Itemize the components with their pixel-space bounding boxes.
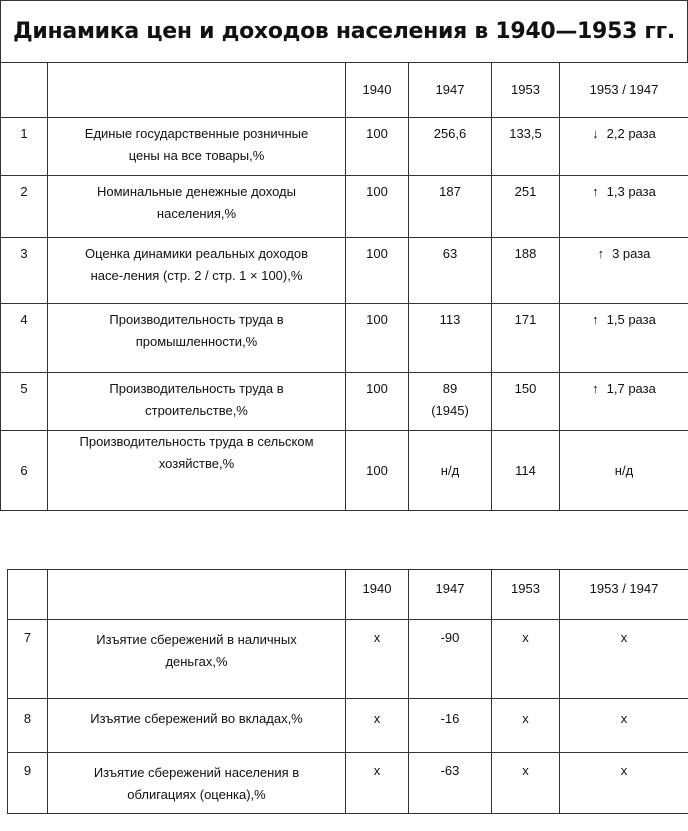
prices-income-table: [0, 62, 688, 511]
row-number: [1, 176, 48, 238]
row-label-text: Изъятие сбережений населения в облигациях (оценка),%: [93, 765, 300, 802]
value-1947-text: 256,6: [433, 126, 467, 141]
row-number: [1, 238, 48, 304]
value-1953: [492, 620, 560, 699]
row-number-text: 5: [20, 381, 28, 396]
row-label-text: Номинальные денежные доходы населения,%: [97, 184, 296, 221]
value-ratio: [560, 620, 688, 699]
value-1940-text: 100: [366, 312, 388, 327]
value-1940-text: х: [373, 763, 381, 778]
row-label: [48, 620, 346, 699]
header-1947-text: 1947: [435, 82, 465, 97]
value-1953: [492, 304, 560, 373]
value-1953-text: 133,5: [509, 126, 542, 141]
value-1940: [346, 304, 409, 373]
table-row: [8, 620, 688, 699]
row-label-text: Производительность труда в сельском хозяйстве,%: [79, 434, 314, 471]
ratio-text: 1,5 раза: [606, 312, 656, 327]
row-label: [48, 118, 346, 176]
value-1947-text: 89: [442, 381, 458, 396]
header-1940-text: 1940: [362, 581, 392, 596]
value-1940: [346, 431, 409, 511]
header-1940: [346, 63, 409, 118]
value-1947: [409, 118, 492, 176]
value-1947-text: н/д: [440, 463, 460, 478]
row-number: [1, 431, 48, 511]
table-title: Динамика цен и доходов населения в 1940—1953 гг.: [0, 0, 688, 62]
header-ratio: [560, 570, 688, 620]
value-1940: [346, 118, 409, 176]
value-1947-text: -63: [440, 763, 460, 778]
row-number-text: 4: [20, 312, 28, 327]
header-row: [1, 63, 688, 118]
header-ratio-text: 1953 / 1947: [589, 82, 659, 97]
table-row: [1, 431, 688, 511]
header-1953: [492, 63, 560, 118]
header-1947: [409, 63, 492, 118]
ratio-text: 1,7 раза: [606, 381, 656, 396]
value-1953-text: 114: [515, 463, 536, 478]
row-label: [48, 304, 346, 373]
value-1947-text: -16: [440, 711, 460, 726]
row-number: [8, 620, 48, 699]
value-1953-text: х: [522, 630, 529, 645]
row-label-text: Изъятие сбережений в наличных деньгах,%: [96, 632, 297, 669]
value-1947: [409, 373, 492, 431]
value-1940: [346, 373, 409, 431]
header-num: [1, 63, 48, 118]
value-1953-text: 171: [514, 312, 537, 327]
value-1953: [492, 431, 560, 511]
table-row: [1, 118, 688, 176]
value-1953-text: х: [522, 711, 529, 726]
row-number: [1, 304, 48, 373]
value-1940: [346, 620, 409, 699]
value-ratio-text: х: [620, 630, 628, 645]
header-1940: [346, 570, 409, 620]
value-1947-text: 187: [439, 184, 461, 199]
header-1953-text: 1953: [511, 82, 540, 97]
table-row: [1, 373, 688, 431]
value-1947: [409, 238, 492, 304]
value-ratio: [560, 431, 688, 511]
value-1940: [346, 238, 409, 304]
value-1940-text: х: [373, 630, 381, 645]
value-1953-text: 150: [514, 381, 537, 396]
value-1953: [492, 176, 560, 238]
header-1947: [409, 570, 492, 620]
value-1953: [492, 699, 560, 753]
row-label-text: Оценка динамики реальных доходов насе-ления (стр. 2 / стр. 1 × 100),%: [84, 246, 309, 283]
header-label: [48, 570, 346, 620]
row-number-text: 7: [23, 630, 32, 645]
value-1940-text: 100: [366, 126, 388, 141]
row-label-text: Производительность труда в промышленности,%: [109, 312, 284, 349]
row-label: [48, 176, 346, 238]
ratio-text: н/д: [614, 463, 634, 478]
ratio-text: 2,2 раза: [606, 126, 656, 141]
table-row: [1, 304, 688, 373]
value-1947-text: -90: [440, 630, 460, 645]
value-1940: [346, 753, 409, 814]
row-label-text: Изъятие сбережений во вкладах,%: [90, 711, 303, 726]
row-number-text: 2: [20, 184, 28, 199]
value-ratio: [560, 699, 688, 753]
header-1947-text: 1947: [435, 581, 465, 596]
arrow-up-icon: ↑: [597, 246, 605, 261]
value-ratio: [560, 238, 688, 304]
value-1953: [492, 238, 560, 304]
value-1953-text: 188: [514, 246, 537, 261]
row-label: [48, 373, 346, 431]
row-label: [48, 431, 346, 511]
table-row: [8, 699, 688, 753]
value-1940-text: 100: [366, 246, 388, 261]
header-row: [8, 570, 688, 620]
value-1947-note: (1945): [431, 403, 469, 418]
value-1953: [492, 753, 560, 814]
value-ratio: [560, 118, 688, 176]
value-ratio: [560, 304, 688, 373]
header-num: [8, 570, 48, 620]
value-ratio: [560, 373, 688, 431]
table-row: [8, 753, 688, 814]
row-number-text: 6: [20, 463, 28, 478]
arrow-down-icon: ↓: [592, 126, 599, 141]
value-1947: [409, 699, 492, 753]
ratio-text: 3 раза: [612, 246, 651, 261]
value-1940-text: 100: [366, 381, 388, 396]
value-1953-text: х: [522, 763, 529, 778]
table-row: [1, 176, 688, 238]
value-ratio-text: х: [620, 763, 628, 778]
row-number-text: 1: [20, 126, 28, 141]
value-ratio: [560, 753, 688, 814]
value-1947: [409, 304, 492, 373]
value-1947: [409, 620, 492, 699]
row-number-text: 8: [23, 711, 32, 726]
arrow-up-icon: ↑: [592, 184, 599, 199]
value-ratio-text: х: [620, 711, 628, 726]
header-1953-text: 1953: [511, 581, 540, 596]
arrow-up-icon: ↑: [592, 381, 599, 396]
row-label: [48, 753, 346, 814]
value-1947: [409, 176, 492, 238]
value-1947: [409, 753, 492, 814]
value-1947-text: 63: [442, 246, 458, 261]
row-label-text: Единые государственные розничные цены на все товары,%: [84, 126, 309, 163]
arrow-up-icon: ↑: [592, 312, 599, 327]
value-1940: [346, 699, 409, 753]
row-number: [1, 118, 48, 176]
row-number: [8, 753, 48, 814]
value-1953: [492, 373, 560, 431]
row-label-text: Производительность труда в строительстве,%: [109, 381, 284, 418]
row-number-text: 3: [20, 246, 28, 261]
value-1953-text: 251: [514, 184, 537, 199]
header-label: [48, 63, 346, 118]
value-1940: [346, 176, 409, 238]
header-ratio: [560, 63, 688, 118]
value-1947: [409, 431, 492, 511]
table-row: [1, 238, 688, 304]
row-number-text: 9: [23, 763, 32, 778]
value-1940-text: х: [373, 711, 381, 726]
header-1953: [492, 570, 560, 620]
row-number: [1, 373, 48, 431]
value-1940-text: 100: [366, 184, 388, 199]
savings-table: [7, 569, 688, 814]
row-label: [48, 238, 346, 304]
value-1940-text: 100: [366, 463, 388, 478]
ratio-text: 1,3 раза: [606, 184, 656, 199]
header-1940-text: 1940: [362, 82, 392, 97]
value-1947-text: 113: [439, 312, 461, 327]
value-1953: [492, 118, 560, 176]
row-number: [8, 699, 48, 753]
row-label: [48, 699, 346, 753]
value-ratio: [560, 176, 688, 238]
header-ratio-text: 1953 / 1947: [589, 581, 659, 596]
